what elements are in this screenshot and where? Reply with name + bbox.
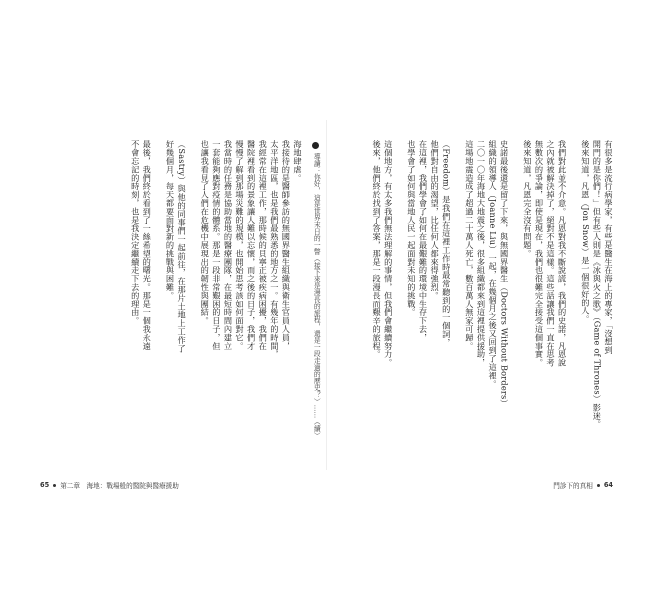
- left-page: [40, 140, 322, 440]
- left-text-column: 慢慢了解到那場災難的規模，也開始思考該如何面對它。: [235, 140, 246, 350]
- running-head: 門診下的真相: [553, 482, 593, 490]
- left-page-footer: [40, 480, 179, 490]
- right-text-column: 史諾最後還是留了下來，與無國界醫生（Doctors Without Borders）: [499, 140, 510, 408]
- running-head: 第二章 海地：戰場般的醫院與醫療援助: [60, 482, 179, 490]
- left-text-column: 海地肆虐。: [293, 140, 303, 182]
- right-text-column: （Freedom）是我們在這裡工作時最常聽到的一個詞，: [441, 140, 452, 347]
- left-header-strip: 導讀：你好，這是世界末日的一瞥（接下來是漫長的旅程，還是一段走過的歷史？）……（續）: [312, 153, 321, 439]
- separator-icon: [53, 484, 56, 487]
- bullet-icon: [312, 142, 319, 149]
- right-text-column: 後來，他們終於找到了答案，那是一段漫長而艱辛的旅程。: [372, 140, 383, 359]
- left-text-column: 好幾個月，每天都要面對新的挑戰與困難。: [165, 140, 176, 300]
- right-text-column: [568, 140, 580, 440]
- left-text-column: 我當時的任務是協助當地的醫療團隊，在最短時間內建立: [223, 140, 234, 350]
- right-text-column: 組織的領導人（Joanne Liu）一起，在幾個月之後又回到了這裡。: [488, 140, 499, 389]
- right-text-column: 這場地震造成了超過二十萬人死亡，數百萬人無家可歸。: [464, 140, 475, 350]
- right-text-column: 也學會了如何與當地人民一起面對未知的挑戰。: [406, 140, 417, 317]
- right-text-column: 無數次的爭論，即使是現在，我們也很難完全接受這個事實。: [534, 140, 545, 367]
- right-text-column: 後來知道，凡恩（Jon Snow）是一個很好的人。: [580, 140, 591, 324]
- left-text-column: 我經常在這裡工作，那時候的貝寧正被疾病困擾，我們在: [258, 140, 269, 350]
- right-text-column: [394, 140, 406, 440]
- right-page: [332, 140, 614, 440]
- right-text-column: 後來知道，凡恩完全沒有問題。: [522, 140, 533, 258]
- separator-icon: [597, 484, 600, 487]
- right-text-column: 有很多是流行病學家，有些是醫生在海上的專家，「沒想到: [604, 140, 614, 355]
- left-text-column: 最後，我們終於看到了一絲希望的曙光。那是一個我永遠: [142, 140, 153, 350]
- left-text-column: [187, 140, 199, 440]
- left-text-column: 也讓我看見了人們在危機中展現出的韌性與團結。: [200, 140, 211, 325]
- right-page-footer: [553, 480, 613, 490]
- right-text-column: [510, 140, 522, 440]
- left-text-column: 我接待的是醫師參訪的無國界醫生組織與衛生官員人員，: [281, 140, 292, 350]
- right-text-column: 在這裡，我們學會了如何在最艱難的環境中生存下去，: [418, 140, 429, 342]
- right-text-column: 他們對自由的渴望，比任何人都來得強烈。: [430, 140, 441, 300]
- left-text-column: 太平洋地區，也是我們最熟悉的地方之一。有幾年的時間，: [269, 140, 280, 359]
- left-text-column: （Sastry）與他的同事們一起前往，在那片土地上工作了: [177, 140, 188, 353]
- right-text-column: 二〇一〇年海地大地震之後，很多組織都來到這裡提供援助，: [476, 140, 487, 367]
- page-number: 65: [40, 481, 50, 489]
- right-text-column: 開門的是你們！」但有些人則是《冰與火之歌》（Game of Thrones）影迷。: [592, 140, 603, 429]
- left-text-column: 醫院裡看到的景象讓人難以忘懷，而之後的日子，我們才: [246, 140, 257, 350]
- right-text-column: [452, 140, 464, 440]
- left-text-column: 一套能夠應對疫情的體系。那是一段非常艱困的日子，但: [211, 140, 222, 350]
- right-text-column: 這個地方，有太多我們無法理解的事情，但我們會繼續努力。: [383, 140, 394, 367]
- left-text-column: 不會忘記的時刻，也是我決定繼續走下去的理由。: [130, 140, 141, 325]
- right-text-column: 之內就被解決掉了，絕對不是這樣。這些話讓我們一直在思考: [546, 140, 557, 367]
- right-text-column: 我們對此並不介意。凡恩對我不斷說謊，我們的史諾，凡恩說: [557, 140, 568, 367]
- left-page-header: [309, 140, 322, 453]
- page-number: 64: [603, 481, 613, 489]
- book-gutter: [326, 120, 327, 470]
- left-text-column: [152, 140, 164, 440]
